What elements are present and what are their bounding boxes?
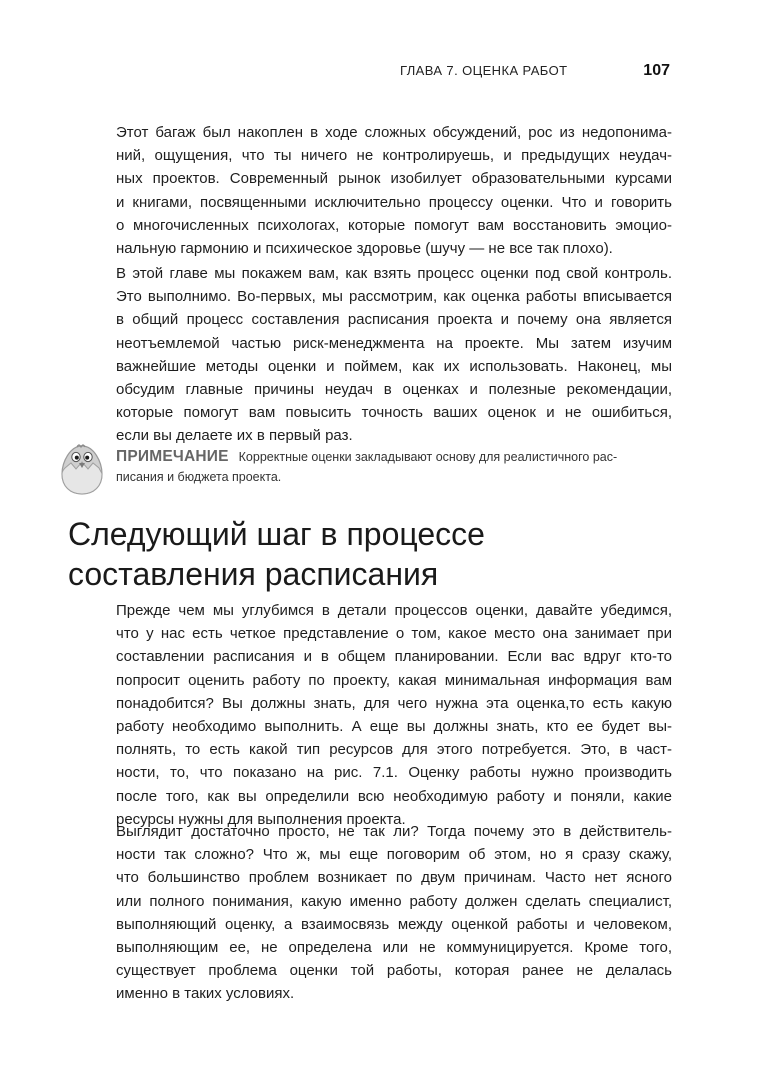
chick-in-egg-icon (56, 444, 108, 496)
paragraph-1 (116, 121, 672, 260)
note-block (116, 447, 676, 487)
text-line: ний, ощущения, что ты ничего не контролируешь, и предыдущих неудач- (116, 147, 672, 165)
text-line: которые помогут вам повысить точность ваших оценок и не ошибиться, (116, 404, 672, 422)
text-line: нальную гармонию и психическое здоровье (шучу — не все так плохо). (116, 240, 613, 258)
text-line: выполняющим ее, не определена или не коммуницируется. Кроме того, (116, 939, 672, 957)
text-line: Это выполнимо. Во-первых, мы рассмотрим, как оценка работы вписывается (116, 288, 672, 306)
page-number: 107 (643, 62, 670, 79)
text-line: Выглядит достаточно просто, не так ли? Тогда почему это в действитель- (116, 823, 672, 840)
running-header (400, 62, 670, 86)
text-line: Прежде чем мы углубимся в детали процессов оценки, давайте убедимся, (116, 602, 672, 619)
text-line: после того, как вы определили всю необходимую работу и поняли, какие (116, 787, 672, 805)
text-line: ресурсы нужны для выполнения проекта. (116, 810, 406, 828)
text-line: работу необходимо выполнить. А еще вы должны знать, кто ее будет вы- (116, 718, 672, 736)
text-line: Этот багаж был накоплен в ходе сложных обсуждений, рос из недопонима- (116, 124, 672, 141)
text-line: ности так сложно? Что ж, мы еще поговорим об этом, но я сразу скажу, (116, 846, 672, 864)
text-line: ных проектов. Современный рынок изобилует образовательными курсами (116, 170, 672, 188)
text-line: в общий процесс составления расписания проекта и почему она является (116, 311, 672, 329)
paragraph-2 (116, 262, 672, 448)
text-line: если вы делаете их в первый раз. (116, 427, 353, 445)
text-line: выполняющий оценку, а взаимосвязь между оценкой работы и человеком, (116, 915, 672, 933)
text-line: существует проблема оценки той работы, которая ранее не делалась (116, 962, 672, 980)
text-line: о многочисленных психологах, которые помогут вам восстановить эмоцио- (116, 216, 672, 234)
text-line: ности, то, что показано на рис. 7.1. Оценку работы нужно производить (116, 764, 672, 782)
paragraph-3 (116, 599, 672, 831)
text-line: составлении расписания и в общем планировании. Если вас вдруг кто-то (116, 648, 672, 666)
text-line: и книгами, посвященными исключительно процессу оценки. Что и говорить (116, 193, 672, 211)
heading-line: составления расписания (68, 556, 439, 592)
section-heading (68, 514, 688, 594)
text-line: что у нас есть четкое представление о том, какое место она занимает при (116, 625, 672, 643)
chapter-title: ГЛАВА 7. ОЦЕНКА РАБОТ (400, 63, 568, 78)
text-line: неотъемлемой частью риск-менеджмента на проекте. Мы затем изучим (116, 334, 672, 352)
text-line: попросит оценить работу по проекту, какая минимальная информация вам (116, 671, 672, 689)
heading-line: Следующий шаг в процессе (68, 516, 485, 552)
text-line: или полного понимания, какую именно работу должен сделать специалист, (116, 892, 672, 910)
note-label: ПРИМЕЧАНИЕ (116, 448, 229, 465)
note-text: писания и бюджета проекта. (116, 470, 282, 484)
note-text: Корректные оценки закладывают основу для реалистичного рас- (238, 450, 618, 464)
text-line: обсудим главные причины неудач в оценках и полезные рекомендации, (116, 381, 672, 399)
text-line: именно в таких условиях. (116, 985, 295, 1003)
text-line: полнять, то есть какой тип ресурсов для этого потребуется. Это, в част- (116, 741, 672, 759)
text-line: важнейшие методы оценки и поймем, как их использовать. Наконец, мы (116, 357, 672, 375)
text-line: понадобится? Вы должны знать, для чего нужна эта оценка,то есть какую (116, 694, 672, 712)
text-line: В этой главе мы покажем вам, как взять процесс оценки под свой контроль. (116, 265, 672, 282)
text-line: что большинство проблем возникает по двум причинам. Часто нет ясного (116, 869, 672, 887)
paragraph-4 (116, 820, 672, 1006)
